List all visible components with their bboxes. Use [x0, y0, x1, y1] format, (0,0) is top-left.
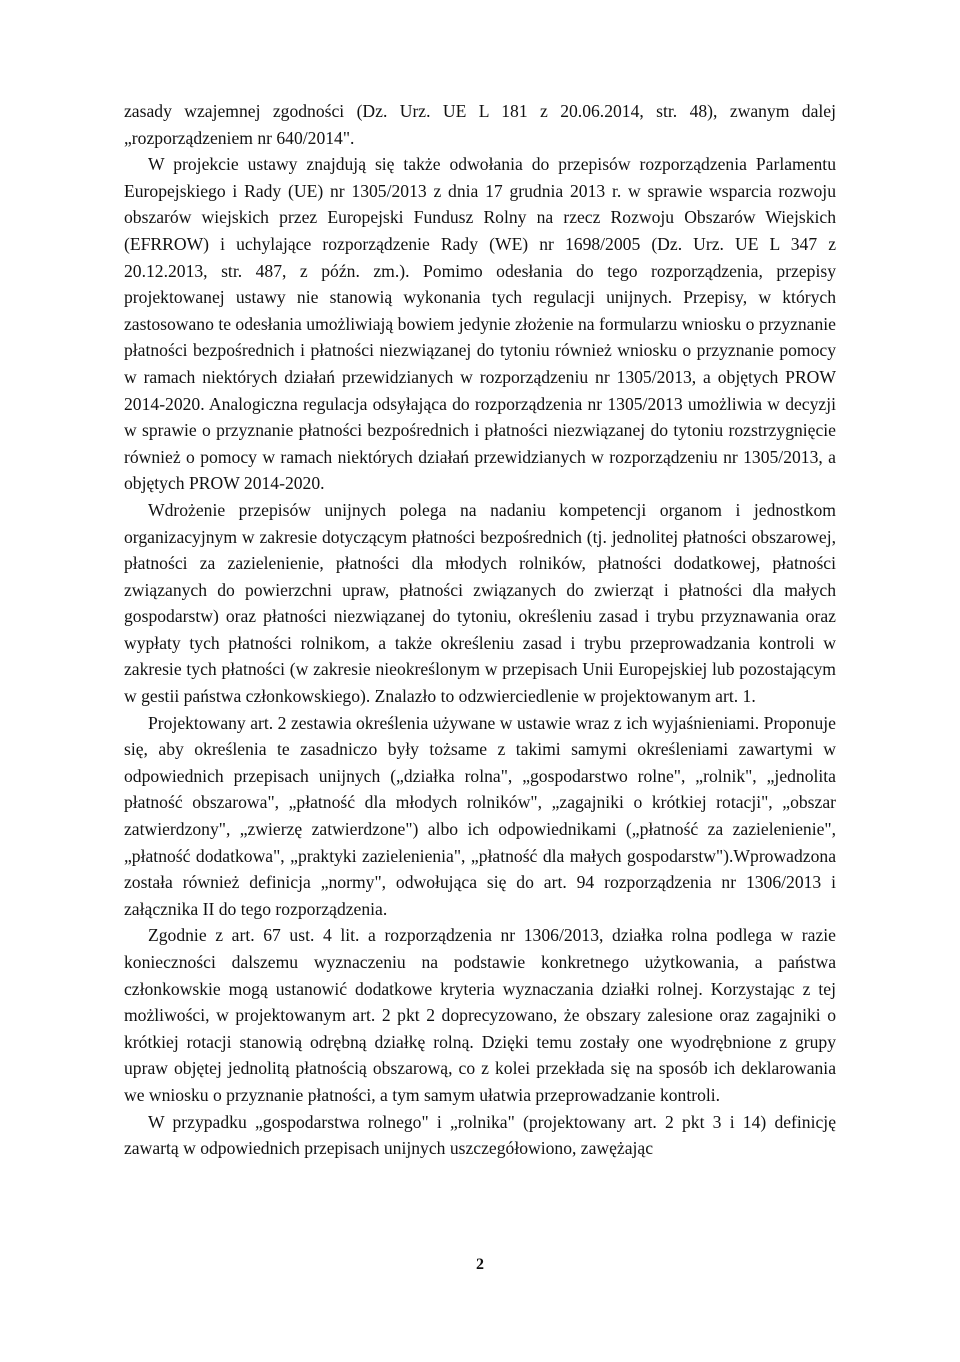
- paragraph-3: Wdrożenie przepisów unijnych polega na nadaniu kompetencji organom i jednostkom organizacyjnym w zakresie dotyczącym płatności bezpośrednich (tj. jednolitej płatności obszarowej, płatności za zazielenienie, płatności dla młodych rolników, płatności dodatkowej, płatności związanych do powierzchni upraw, płatności związanych do zwierząt i płatności dla małych gospodarstw) oraz płatności niezwiązanej do tytoniu, określeniu zasad i trybu przyznawania oraz wypłaty tych płatności rolnikom, a także określeniu zasad i trybu przeprowadzania kontroli w zakresie tych płatności (w zakresie nieokreślonym w przepisach Unii Europejskiej lub pozostającym w gestii państwa członkowskiego). Znalazło to odzwierciedlenie w projektowanym art. 1.: [124, 499, 836, 707]
- paragraph-2: W projekcie ustawy znajdują się także odwołania do przepisów rozporządzenia Parlamentu Europejskiego i Rady (UE) nr 1305/2013 z dnia 17 grudnia 2013 r. w sprawie wsparcia rozwoju obszarów wiejskich przez Europejski Fundusz Rolny na rzecz Rozwoju Obszarów Wiejskich (EFRROW) i uchylające rozporządzenie Rady (WE) nr 1698/2005 (Dz. Urz. UE L 347 z 20.12.2013, str. 487, z późn. zm.). Pomimo odesłania do tego rozporządzenia, przepisy projektowanej ustawy nie stanowią wykonania tych regulacji unijnych. Przepisy, w których zastosowano te odesłania umożliwiają bowiem jedynie złożenie na formularzu wniosku o przyznanie płatności bezpośrednich i płatności niezwiązanej do tytoniu również wniosku o przyznanie pomocy w ramach niektórych działań przewidzianych w rozporządzeniu nr 1305/2013, a objętych PROW 2014-2020. Analogiczna regulacja odsyłająca do rozporządzenia nr 1305/2013 umożliwia w decyzji w sprawie o przyznanie płatności bezpośrednich i płatności niezwiązanej do tytoniu rozstrzygnięcie również o pomocy w ramach niektórych działań przewidzianych w rozporządzeniu nr 1305/2013, a objętych PROW 2014-2020.: [124, 154, 836, 494]
- paragraph-4: Projektowany art. 2 zestawia określenia używane w ustawie wraz z ich wyjaśnieniami. Proponuje się, aby określenia te zasadniczo były tożsame z takimi samymi określeniami zawartymi w odpowiednich przepisach unijnych („działka rolna", „gospodarstwo rolne", „rolnik", „jednolita płatność obszarowa", „płatność dla młodych rolników", „zagajniki o krótkiej rotacji", „obszar zatwierdzony", „zwierzę zatwierdzone") albo ich odpowiednikami („płatność za zazielenienie", „płatność dodatkowa", „praktyki zazielenienia", „płatność dla małych gospodarstw").Wprowadzona została również definicja „normy", odwołująca się do art. 94 rozporządzenia nr 1306/2013 i załącznika II do tego rozporządzenia.: [124, 712, 836, 919]
- paragraph-5: Zgodnie z art. 67 ust. 4 lit. a rozporządzenia nr 1306/2013, działka rolna podlega w razie konieczności dalszemu wyznaczeniu na podstawie konkretnego użytkowania, a państwa członkowskie mogą ustanowić dodatkowe kryteria wyznaczania działki rolnej. Korzystając z tej możliwości, w projektowanym art. 2 pkt 2 doprecyzowano, że obszary zalesione oraz zagajniki o krótkiej rotacji stanowią odrębną działkę rolną. Dzięki temu zostały one wyodrębnione z grupy upraw objętej jednolitą płatnością obszarową, co z kolei przekłada się na sposób ich deklarowania we wniosku o przyznanie płatności, a tym samym ułatwia przeprowadzanie kontroli.: [124, 925, 836, 1105]
- document-body: [124, 98, 836, 1162]
- page-number: 2: [476, 1256, 484, 1273]
- paragraph-6: W przypadku „gospodarstwa rolnego" i „rolnika" (projektowany art. 2 pkt 3 i 14) definicję zawartą w odpowiednich przepisach unijnych uszczegółowiono, zawężając: [124, 1111, 836, 1159]
- paragraph-1: zasady wzajemnej zgodności (Dz. Urz. UE L 181 z 20.06.2014, str. 48), zwanym dalej „rozporządzeniem nr 640/2014".: [124, 101, 836, 148]
